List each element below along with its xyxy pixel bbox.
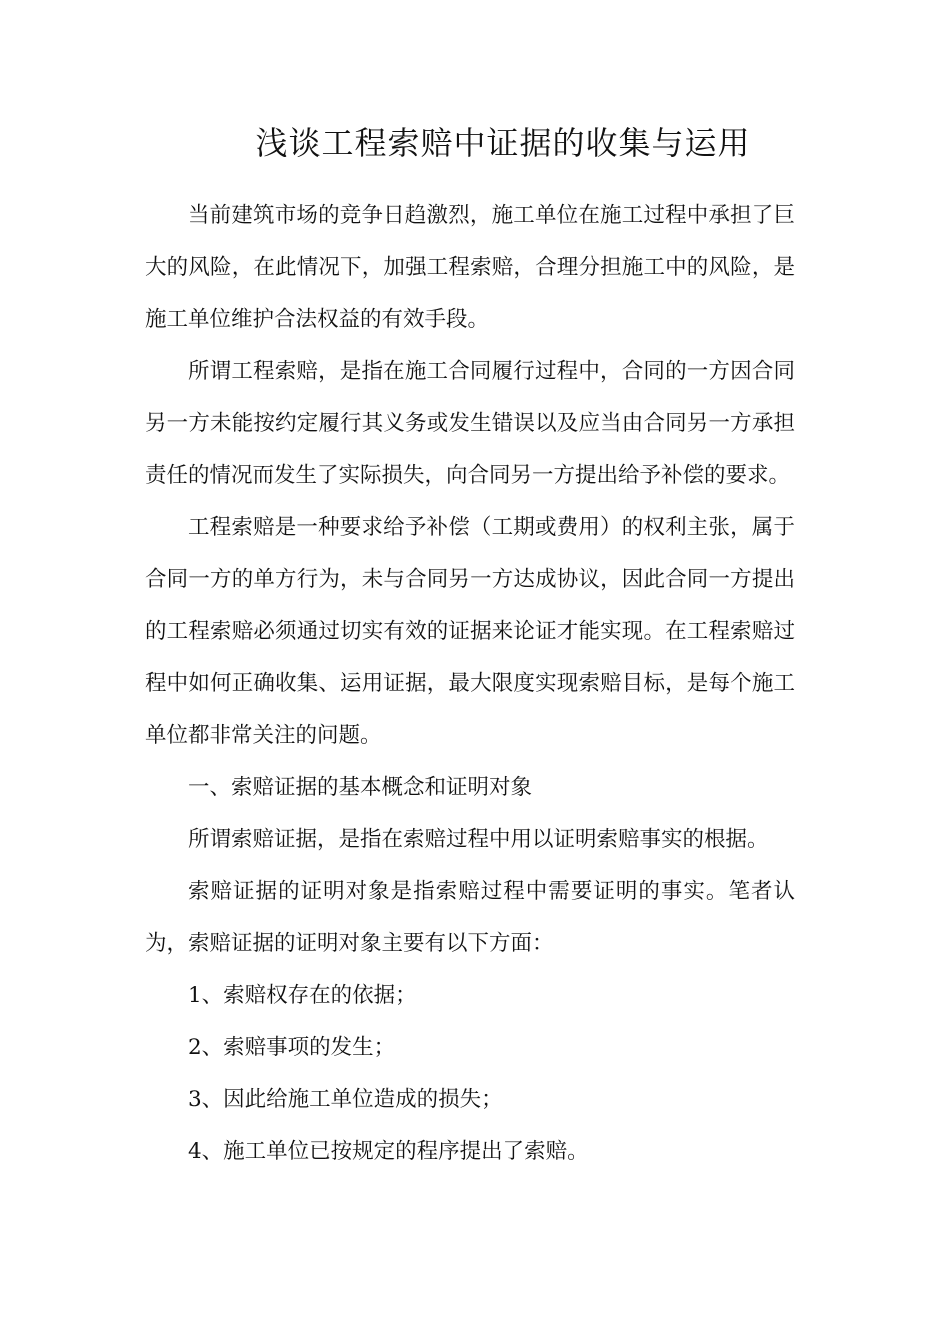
paragraph-intro: 当前建筑市场的竞争日趋激烈，施工单位在施工过程中承担了巨大的风险，在此情况下，加强工程索赔，合理分担施工中的风险，是施工单位维护合法权益的有效手段。 (145, 203, 795, 332)
paragraph-definition: 所谓工程索赔，是指在施工合同履行过程中，合同的一方因合同另一方未能按约定履行其义务或发生错误以及应当由合同另一方承担责任的情况而发生了实际损失，向合同另一方提出给予补偿的要求。 (145, 359, 795, 488)
list-item-3: 3、因此给施工单位造成的损失； (188, 1087, 503, 1112)
list-item-1: 1、索赔权存在的依据； (188, 983, 417, 1008)
section-heading-1: 一、索赔证据的基本概念和证明对象 (188, 775, 533, 800)
paragraph-claim-nature: 工程索赔是一种要求给予补偿（工期或费用）的权利主张，属于合同一方的单方行为，未与合同另一方达成协议，因此合同一方提出的工程索赔必须通过切实有效的证据来论证才能实现。在工程索赔过程中如何正确收集、运用证据，最大限度实现索赔目标，是每个施工单位都非常关注的问题。 (145, 515, 795, 748)
document-body (145, 190, 795, 1178)
paragraph-evidence-definition: 所谓索赔证据，是指在索赔过程中用以证明索赔事实的根据。 (188, 827, 769, 852)
list-item-4: 4、施工单位已按规定的程序提出了索赔。 (188, 1139, 589, 1164)
list-item-2: 2、索赔事项的发生； (188, 1035, 396, 1060)
paragraph-evidence-objects: 索赔证据的证明对象是指索赔过程中需要证明的事实。笔者认为，索赔证据的证明对象主要有以下方面： (145, 879, 795, 956)
document-title: 浅谈工程索赔中证据的收集与运用 (255, 124, 751, 162)
